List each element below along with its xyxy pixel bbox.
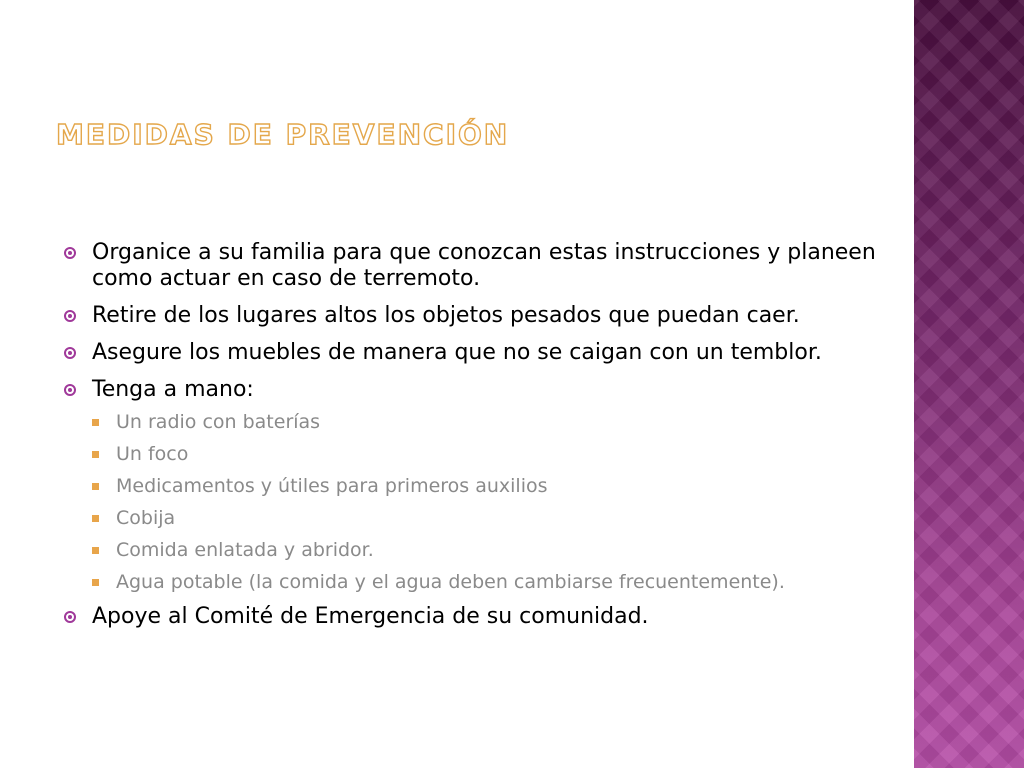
list-item [60, 604, 900, 630]
sub-list-item [88, 411, 900, 433]
list-item [60, 303, 900, 329]
decorative-side-panel [912, 0, 1024, 768]
list-item-text: Apoye al Comité de Emergencia de su comunidad. [92, 604, 649, 629]
sub-list-item [88, 443, 900, 465]
square-bullet-icon [92, 579, 99, 586]
list-item-text: Organice a su familia para que conozcan estas instrucciones y planeen como actuar en caso de terremoto. [92, 240, 876, 291]
list-item [60, 240, 900, 292]
sub-bullet-list [88, 411, 900, 593]
square-bullet-icon [92, 547, 99, 554]
circle-bullet-icon [64, 347, 76, 359]
sub-list-item-text: Cobija [116, 507, 176, 529]
list-item-text: Asegure los muebles de manera que no se caigan con un temblor. [92, 340, 822, 365]
slide-title: MEDIDAS DE PREVENCIÓN [56, 118, 510, 151]
list-item-text: Tenga a mano: [92, 377, 254, 402]
sub-list-item [88, 475, 900, 497]
sub-list-item [88, 539, 900, 561]
circle-bullet-icon [64, 310, 76, 322]
circle-bullet-icon [64, 611, 76, 623]
list-item-text: Retire de los lugares altos los objetos pesados que puedan caer. [92, 303, 800, 328]
circle-bullet-icon [64, 247, 76, 259]
sub-list-item-text: Comida enlatada y abridor. [116, 539, 374, 561]
sub-list-item [88, 507, 900, 529]
square-bullet-icon [92, 419, 99, 426]
square-bullet-icon [92, 483, 99, 490]
sub-list-item-text: Agua potable (la comida y el agua deben cambiarse frecuentemente). [116, 571, 785, 593]
bullet-list [60, 240, 900, 641]
sub-list-item-text: Un radio con baterías [116, 411, 321, 433]
square-bullet-icon [92, 451, 99, 458]
circle-bullet-icon [64, 384, 76, 396]
sub-list-item [88, 571, 900, 593]
list-item [60, 377, 900, 593]
sub-list-item-text: Un foco [116, 443, 189, 465]
list-item [60, 340, 900, 366]
sub-list-item-text: Medicamentos y útiles para primeros auxilios [116, 475, 548, 497]
square-bullet-icon [92, 515, 99, 522]
